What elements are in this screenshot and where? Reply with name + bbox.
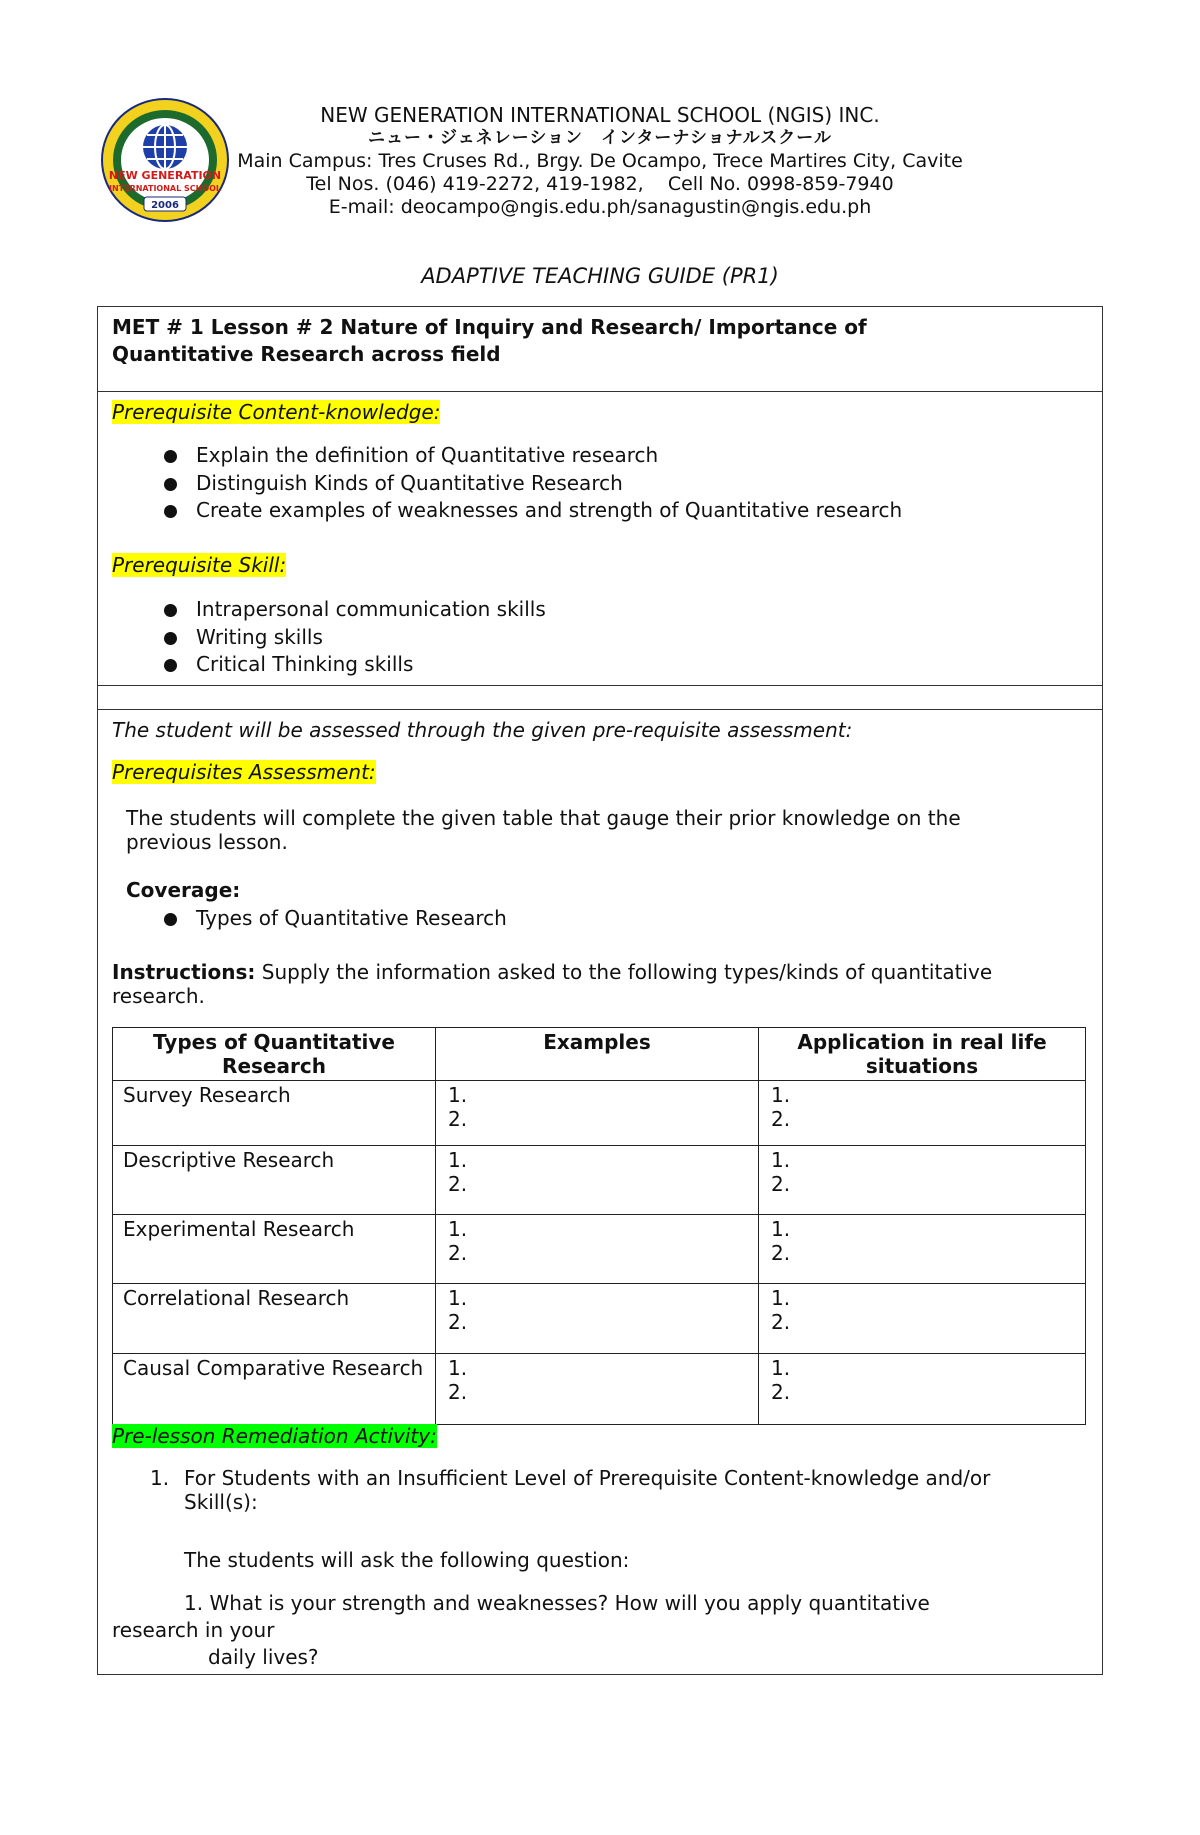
logo-bottom-text: INTERNATIONAL SCHOOL <box>108 184 222 193</box>
remediation-label: Pre-lesson Remediation Activity: <box>112 1424 437 1448</box>
examples-cell[interactable]: 1. 2. <box>436 1081 759 1146</box>
remediation-item1-num: 1. <box>150 1466 170 1490</box>
instructions-label: Instructions: <box>112 960 256 984</box>
list-item: Create examples of weaknesses and strength of Quantitative research <box>160 497 902 525</box>
table-row <box>113 1354 1086 1425</box>
application-cell[interactable]: 1. 2. <box>759 1284 1086 1354</box>
table-row <box>113 1081 1086 1146</box>
assessment-intro: The student will be assessed through the given pre-requisite assessment: <box>112 718 853 742</box>
divider-2 <box>97 685 1103 686</box>
list-item: Critical Thinking skills <box>160 651 546 679</box>
list-item: Explain the definition of Quantitative research <box>160 442 902 470</box>
application-cell[interactable]: 1. 2. <box>759 1215 1086 1284</box>
column-header: Application in real life situations <box>759 1028 1086 1081</box>
instructions <box>112 960 992 1008</box>
remediation-item1-text: For Students with an Insufficient Level of Prerequisite Content-knowledge and/or Skill(s): <box>184 1466 991 1514</box>
list-item: Types of Quantitative Research <box>160 905 507 933</box>
type-cell: Correlational Research <box>113 1284 436 1354</box>
school-email: E-mail: deocampo@ngis.edu.ph/sanagustin@ngis.edu.ph <box>328 196 872 218</box>
application-cell[interactable]: 1. 2. <box>759 1146 1086 1215</box>
divider-1 <box>97 391 1103 392</box>
letterhead <box>0 104 1200 219</box>
assessment-label: Prerequisites Assessment: <box>112 760 376 784</box>
list-item: Distinguish Kinds of Quantitative Research <box>160 470 902 498</box>
table-row <box>113 1215 1086 1284</box>
list-item: Writing skills <box>160 624 546 652</box>
examples-cell[interactable]: 1. 2. <box>436 1284 759 1354</box>
prereq-skill-label: Prerequisite Skill: <box>112 553 287 577</box>
met-title-line2: Quantitative Research across field <box>112 342 501 366</box>
assessment-description: The students will complete the given table that gauge their prior knowledge on the previous lesson. <box>126 806 961 854</box>
assessment-table <box>112 1027 1086 1425</box>
divider-3 <box>97 709 1103 710</box>
prereq-content-list <box>160 442 902 525</box>
type-cell: Descriptive Research <box>113 1146 436 1215</box>
remediation-question-line1: 1. What is your strength and weaknesses? How will you apply quantitative <box>184 1591 930 1615</box>
prereq-content-label: Prerequisite Content-knowledge: <box>112 400 441 424</box>
list-item: Intrapersonal communication skills <box>160 596 546 624</box>
remediation-ask: The students will ask the following question: <box>184 1548 630 1572</box>
examples-cell[interactable]: 1. 2. <box>436 1215 759 1284</box>
column-header: Examples <box>436 1028 759 1081</box>
examples-cell[interactable]: 1. 2. <box>436 1354 759 1425</box>
logo-year: 2006 <box>151 200 179 211</box>
document-title: ADAPTIVE TEACHING GUIDE (PR1) <box>421 264 779 288</box>
coverage-label: Coverage: <box>126 878 241 902</box>
met-title <box>112 314 972 368</box>
type-cell: Causal Comparative Research <box>113 1354 436 1425</box>
type-cell: Experimental Research <box>113 1215 436 1284</box>
examples-cell[interactable]: 1. 2. <box>436 1146 759 1215</box>
school-phones: Tel Nos. (046) 419-2272, 419-1982, Cell No. 0998-859-7940 <box>306 173 894 195</box>
school-name: NEW GENERATION INTERNATIONAL SCHOOL (NGIS) INC. <box>320 103 880 127</box>
instructions-line2: research. <box>112 984 205 1008</box>
coverage-list <box>160 905 507 933</box>
application-cell[interactable]: 1. 2. <box>759 1081 1086 1146</box>
instructions-text: Supply the information asked to the following types/kinds of quantitative <box>255 960 993 984</box>
remediation-question-line2: research in your <box>112 1618 275 1642</box>
table-row <box>113 1284 1086 1354</box>
type-cell: Survey Research <box>113 1081 436 1146</box>
table-row <box>113 1146 1086 1215</box>
logo-top-text: NEW GENERATION <box>108 169 222 182</box>
column-header: Types of Quantitative Research <box>113 1028 436 1081</box>
prereq-skill-list <box>160 596 546 679</box>
remediation-question-line3: daily lives? <box>208 1645 319 1669</box>
school-name-jp: ニュー・ジェネレーション インターナショナルスクール <box>368 128 832 148</box>
school-address: Main Campus: Tres Cruses Rd., Brgy. De Ocampo, Trece Martires City, Cavite <box>237 150 963 172</box>
application-cell[interactable]: 1. 2. <box>759 1354 1086 1425</box>
table-header-row <box>113 1028 1086 1081</box>
met-title-line1: MET # 1 Lesson # 2 Nature of Inquiry and Research/ Importance of <box>112 315 867 339</box>
